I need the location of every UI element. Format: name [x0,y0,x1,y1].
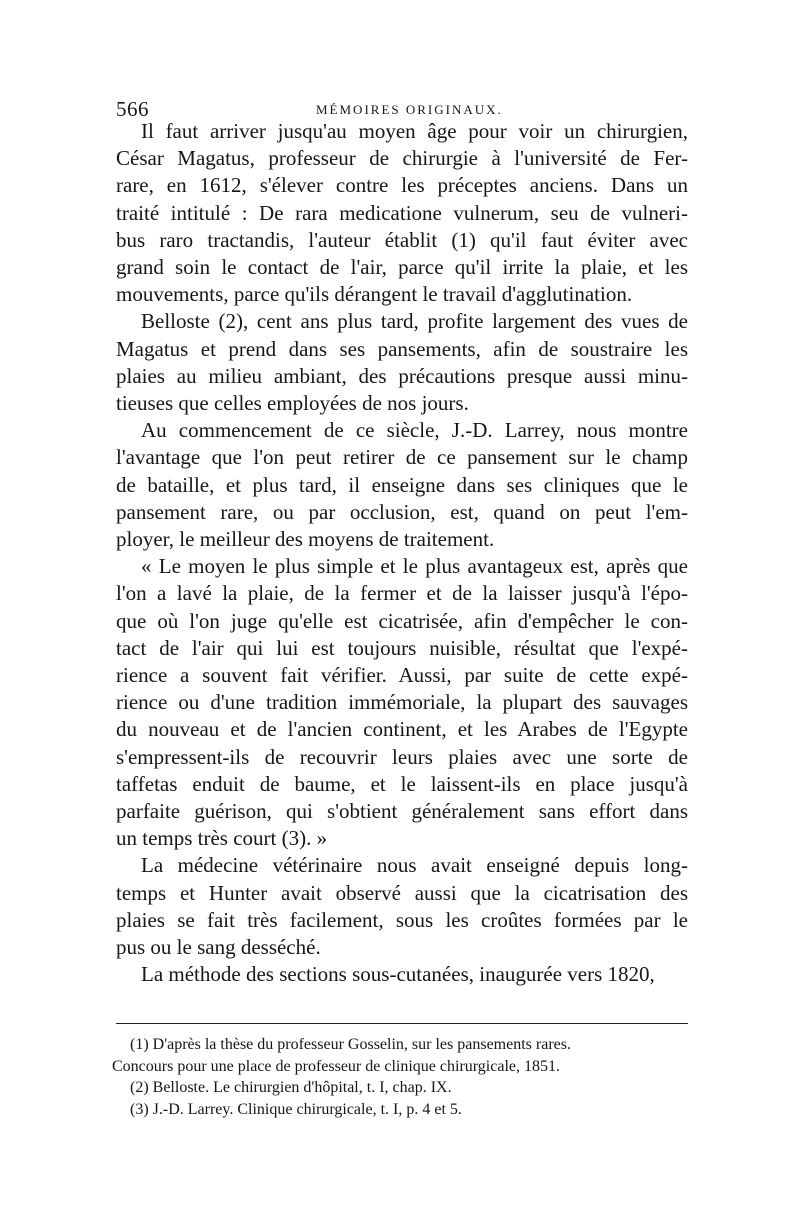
text-line: temps et Hunter avait observé aussi que la cicatrisation des [116,880,688,905]
body-text [116,118,688,989]
text-line: un temps très court (3). » [116,826,328,851]
text-line: l'on a lavé la plaie, de la fermer et de la laisser jusqu'à l'épo- [116,581,688,606]
text-line: Belloste (2), cent ans plus tard, profite largement des vues de [141,309,688,334]
running-head: MÉMOIRES ORIGINAUX. [316,102,503,117]
text-line: que où l'on juge qu'elle est cicatrisée, afin d'empêcher le con- [116,608,688,633]
text-line: tact de l'air qui lui est toujours nuisible, résultat que l'expé- [116,635,688,660]
footnote-3: (3) J.-D. Larrey. Clinique chirurgicale, t. I, p. 4 et 5. [130,1100,462,1118]
paragraph [116,961,688,988]
paragraph [116,308,688,417]
text-line: grand soin le contact de l'air, parce qu'il irrite la plaie, et les [116,255,688,280]
text-line: La méthode des sections sous-cutanées, inaugurée vers 1820, [141,962,655,987]
text-line: rience a souvent fait vérifier. Aussi, par suite de cette expé- [116,663,688,688]
footnote-1-continuation: Concours pour une place de professeur de clinique chirurgicale, 1851. [112,1057,560,1075]
text-line: tieuses que celles employées de nos jours. [116,391,469,416]
text-line: rience ou d'une tradition immémoriale, la plupart des sauvages [116,690,688,715]
text-line: traité intitulé : De rara medicatione vulnerum, seu de vulneri- [116,200,688,225]
footnote-1: (1) D'après la thèse du professeur Gosselin, sur les pansements rares. [130,1036,571,1053]
text-line: bus raro tractandis, l'auteur établit (1) qu'il faut éviter avec [116,227,688,252]
paragraph [116,118,688,308]
text-line: du nouveau et de l'ancien continent, et les Arabes de l'Egypte [116,717,688,742]
footnote-2: (2) Belloste. Le chirurgien d'hôpital, t. I, chap. IX. [130,1079,452,1096]
text-line: ployer, le meilleur des moyens de traitement. [116,527,495,552]
text-line: « Le moyen le plus simple et le plus avantageux est, après que [141,554,688,579]
text-line: Magatus et prend dans ses pansements, afin de soustraire les [116,336,688,361]
text-line: plaies se fait très facilement, sous les croûtes formées par le [116,907,688,932]
text-line: taffetas enduit de baume, et le laissent-ils en place jusqu'à [116,771,688,796]
paragraph [116,852,688,961]
text-line: parfaite guérison, qui s'obtient généralement sans effort dans [116,799,688,824]
text-line: l'avantage que l'on peut retirer de ce pansement sur le champ [116,445,688,470]
text-line: pus ou le sang desséché. [116,935,321,960]
text-line: plaies au milieu ambiant, des précautions presque aussi minu- [116,363,688,388]
text-line: rare, en 1612, s'élever contre les préceptes anciens. Dans un [116,173,688,198]
page-number: 566 [116,97,149,121]
text-line: de bataille, et plus tard, il enseigne dans ses cliniques que le [116,472,688,497]
text-line: La médecine vétérinaire nous avait enseigné depuis long- [141,853,688,878]
text-line: pansement rare, ou par occlusion, est, quand on peut l'em- [116,499,688,524]
text-line: Au commencement de ce siècle, J.-D. Larrey, nous montre [141,418,688,443]
paragraph [116,417,688,553]
text-line: s'empressent-ils de recouvrir leurs plaies avec une sorte de [116,744,688,769]
footnote-divider [116,1023,688,1024]
text-line: Il faut arriver jusqu'au moyen âge pour voir un chirurgien, [141,119,688,143]
text-line: mouvements, parce qu'ils dérangent le travail d'agglutination. [116,282,633,307]
footnotes [112,1034,688,1120]
paragraph [116,553,688,852]
text-line: César Magatus, professeur de chirurgie à l'université de Fer- [116,146,688,171]
